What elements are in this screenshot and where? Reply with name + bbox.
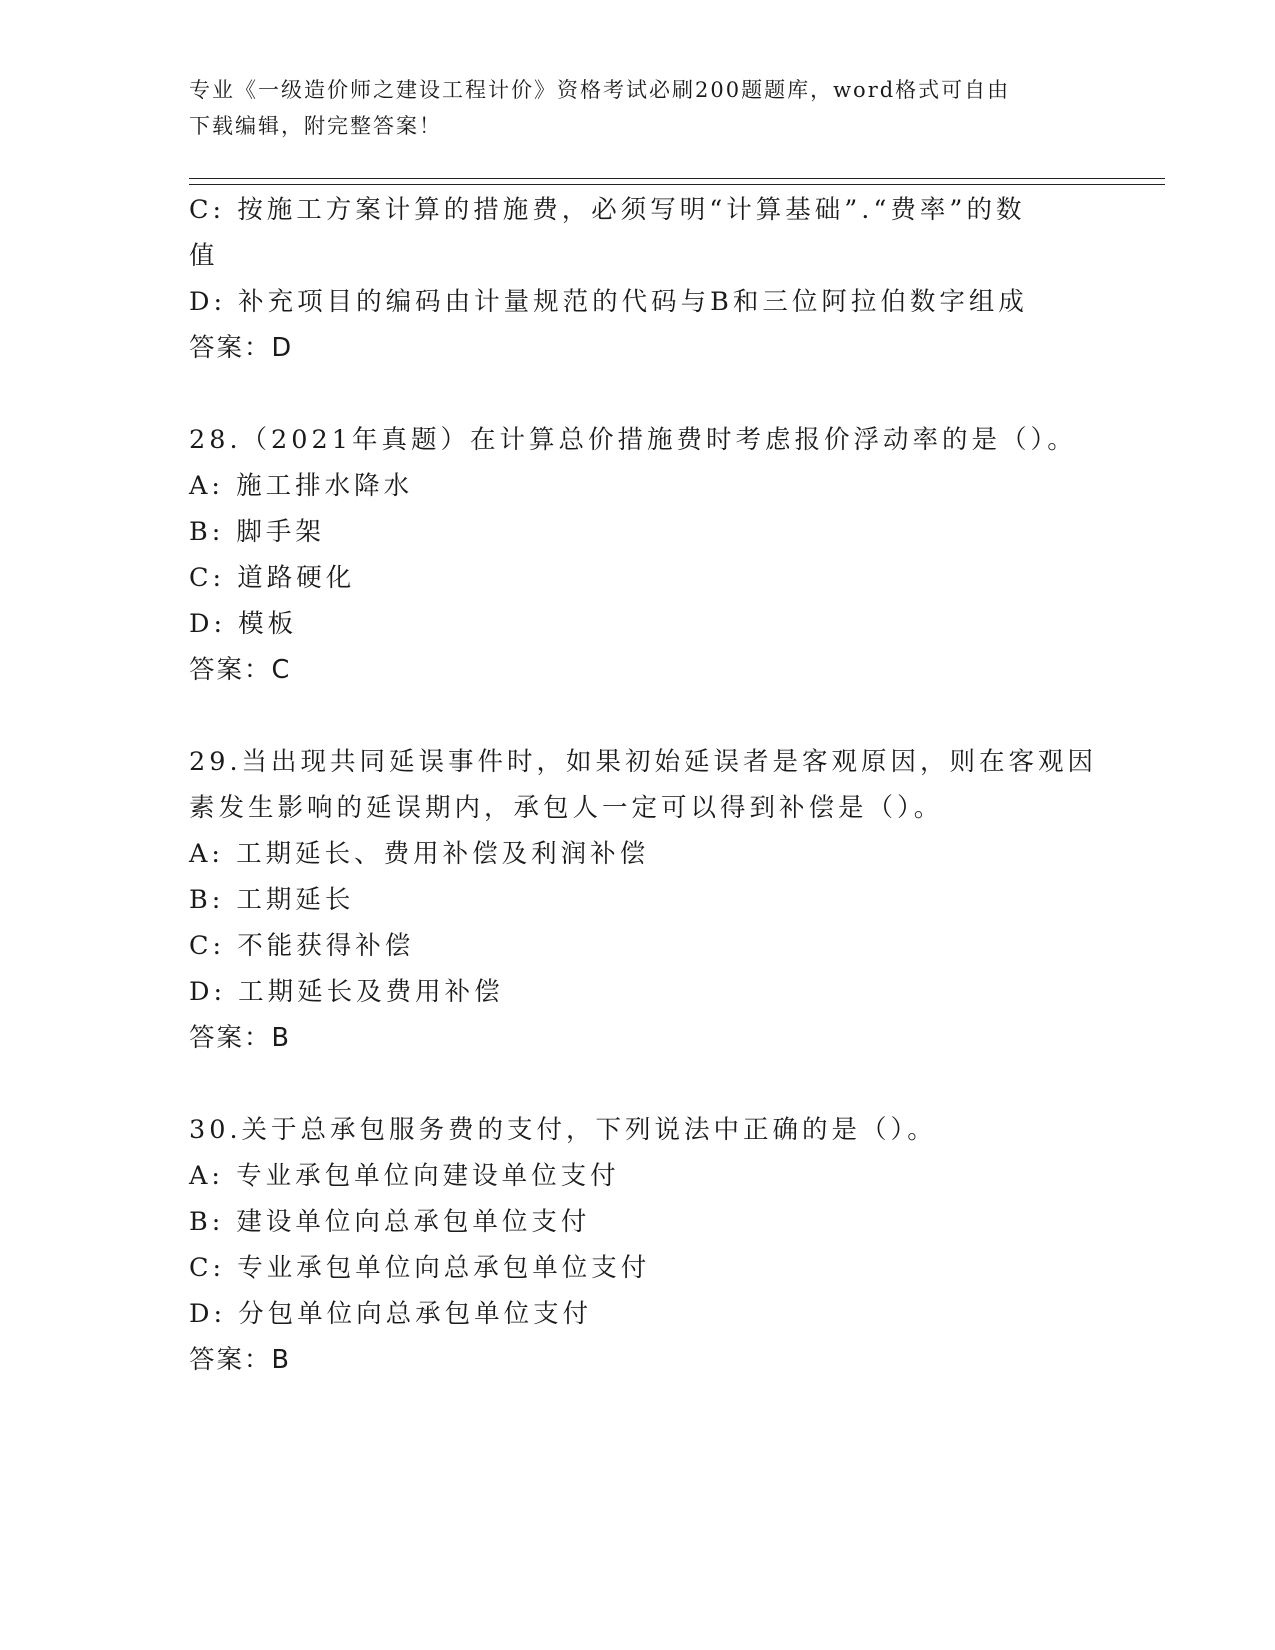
document-body [189, 187, 1098, 1383]
option-d: D: 模板 [189, 609, 298, 639]
spacer [189, 1061, 1089, 1107]
option-c: C: 不能获得补偿 [189, 931, 415, 961]
question-stem: 28.（2021年真题）在计算总价措施费时考虑报价浮动率的是（）。 [189, 425, 1077, 455]
option-c-continued: 值 [189, 241, 219, 271]
question-27-continued [189, 187, 1089, 371]
answer-line: 答案：D [189, 333, 294, 363]
option-a: A: 专业承包单位向建设单位支付 [189, 1161, 620, 1191]
option-d: D: 分包单位向总承包单位支付 [189, 1299, 593, 1329]
option-c: C: 按施工方案计算的措施费，必须写明“计算基础”.“费率”的数 [189, 195, 1026, 225]
spacer [189, 371, 1089, 417]
answer-line: 答案：B [189, 1023, 291, 1053]
header-line-2: 下载编辑，附完整答案！ [189, 114, 442, 138]
header-rule-top [189, 178, 1165, 179]
question-28 [189, 417, 1089, 693]
option-a: A: 工期延长、费用补偿及利润补偿 [189, 839, 650, 869]
answer-line: 答案：B [189, 1345, 291, 1375]
answer-line: 答案：C [189, 655, 292, 685]
header-line-1: 专业《一级造价师之建设工程计价》资格考试必刷200题题库，word格式可自由 [189, 78, 1011, 102]
option-d: D: 工期延长及费用补偿 [189, 977, 504, 1007]
option-c: C: 道路硬化 [189, 563, 356, 593]
header-rule-bottom [189, 184, 1165, 185]
question-stem: 29.当出现共同延误事件时，如果初始延误者是客观原因，则在客观因 [189, 747, 1098, 777]
option-d: D: 补充项目的编码由计量规范的代码与B和三位阿拉伯数字组成 [189, 287, 1028, 317]
question-stem-continued: 素发生影响的延误期内，承包人一定可以得到补偿是（）。 [189, 793, 944, 823]
question-stem: 30.关于总承包服务费的支付，下列说法中正确的是（）。 [189, 1115, 937, 1145]
spacer [189, 693, 1089, 739]
question-30 [189, 1107, 1089, 1383]
option-b: B: 脚手架 [189, 517, 325, 547]
option-a: A: 施工排水降水 [189, 471, 414, 501]
option-b: B: 建设单位向总承包单位支付 [189, 1207, 591, 1237]
option-b: B: 工期延长 [189, 885, 355, 915]
option-c: C: 专业承包单位向总承包单位支付 [189, 1253, 651, 1283]
document-header [189, 72, 1069, 144]
question-29 [189, 739, 1098, 1061]
